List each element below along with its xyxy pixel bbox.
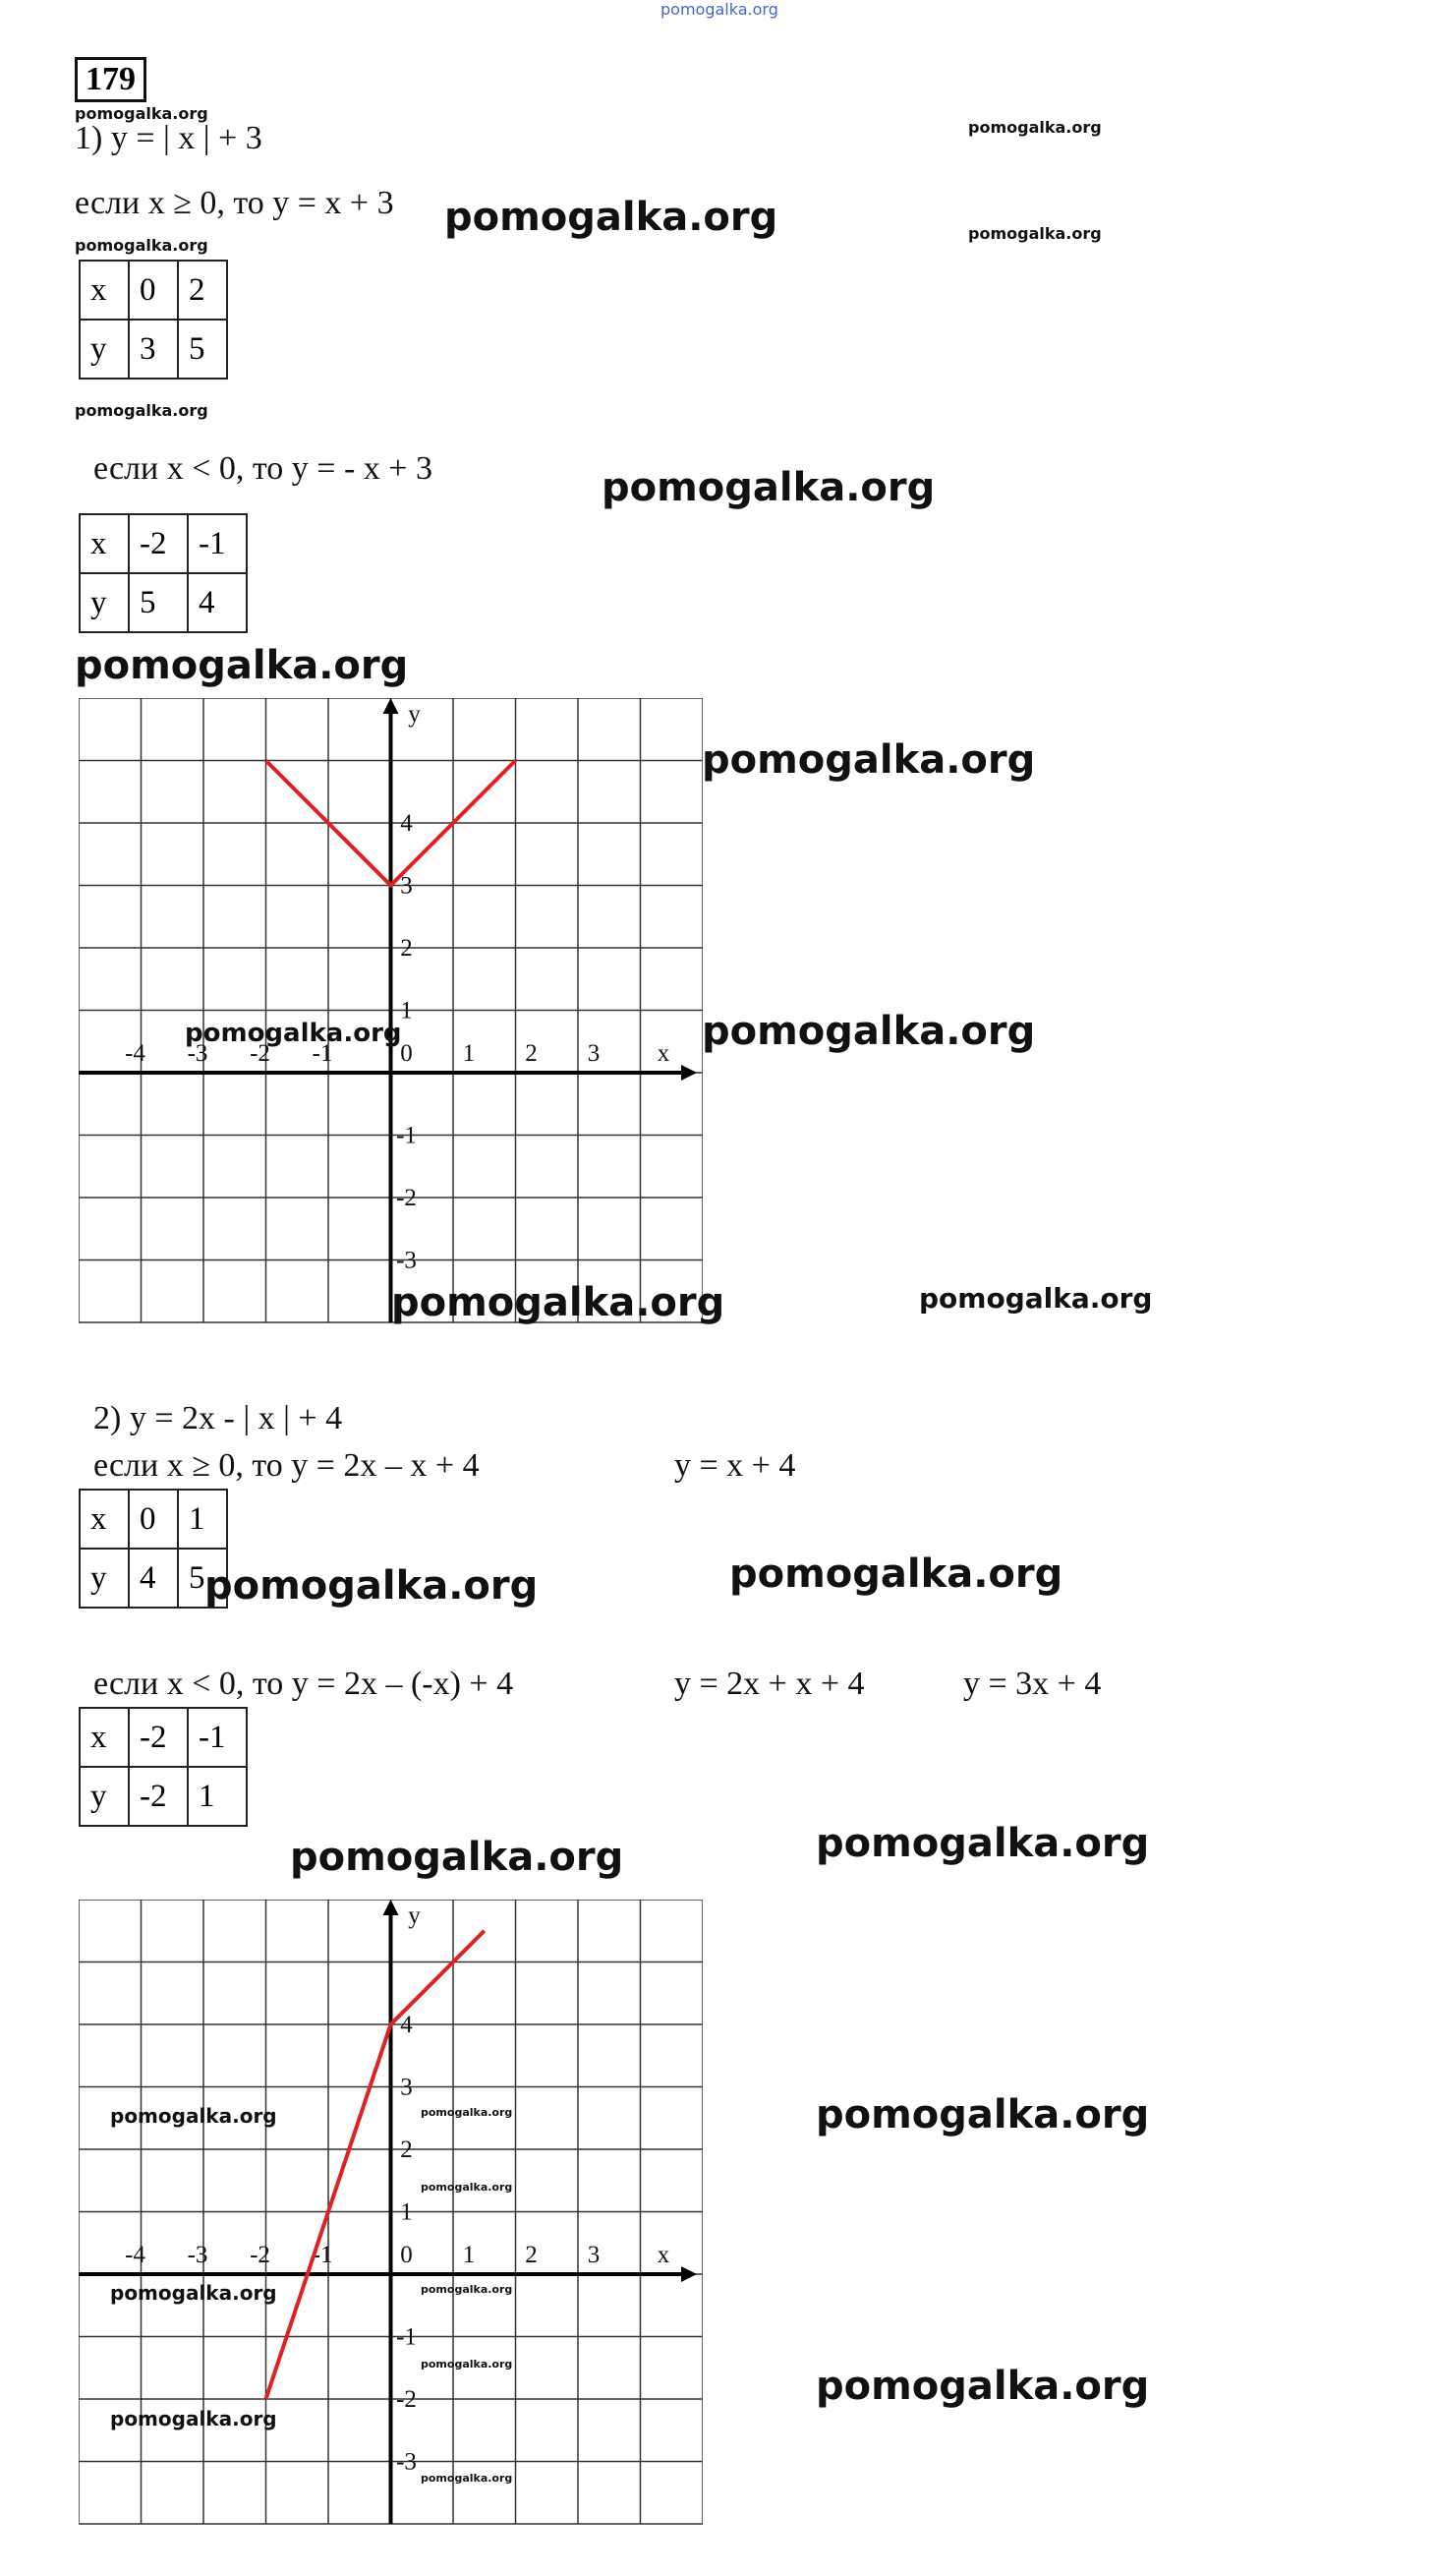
watermark: pomogalka.org xyxy=(421,2472,513,2485)
part1-case1: если x ≥ 0, то y = x + 3 xyxy=(75,185,394,221)
watermark: pomogalka.org xyxy=(421,2358,513,2371)
watermark: pomogalka.org xyxy=(204,1563,539,1609)
part2-table2 xyxy=(79,1707,248,1827)
watermark: pomogalka.org xyxy=(968,224,1102,243)
table-row xyxy=(80,1490,227,1549)
watermark: pomogalka.org xyxy=(816,1821,1150,1866)
y-tick-label: -1 xyxy=(396,2323,417,2351)
x-tick-label: -4 xyxy=(125,2242,145,2268)
watermark: pomogalka.org xyxy=(75,104,208,123)
x-tick-label: 3 xyxy=(587,2242,601,2268)
table-cell: -2 xyxy=(129,1767,188,1826)
part2-case2-result: y = 3x + 4 xyxy=(963,1666,1102,1702)
x-tick-label: -2 xyxy=(250,2242,270,2268)
table-cell: y xyxy=(80,320,129,379)
table-row xyxy=(80,573,247,632)
x-tick-label: 1 xyxy=(462,1040,476,1067)
table-cell: 1 xyxy=(178,1490,227,1549)
watermark: pomogalka.org xyxy=(290,1835,624,1880)
table-cell: 1 xyxy=(188,1767,247,1826)
table-cell: 2 xyxy=(178,261,227,320)
y-tick-label: 3 xyxy=(400,872,413,900)
watermark: pomogalka.org xyxy=(968,118,1102,137)
y-axis-label: y xyxy=(408,701,421,728)
table-cell: x xyxy=(80,514,129,573)
x-tick-label: 0 xyxy=(400,1040,413,1067)
table-cell: 0 xyxy=(129,1490,178,1549)
table-cell: 5 xyxy=(129,573,188,632)
watermark: pomogalka.org xyxy=(110,2407,277,2430)
watermark: pomogalka.org xyxy=(444,195,778,240)
table-row xyxy=(80,1708,247,1767)
graph-line xyxy=(266,1931,485,2399)
x-tick-label: -3 xyxy=(187,2242,208,2268)
y-tick-label: 3 xyxy=(400,2074,413,2101)
y-axis-arrow xyxy=(383,698,399,714)
table-cell: 0 xyxy=(129,261,178,320)
part1-table2 xyxy=(79,513,248,633)
y-tick-label: 2 xyxy=(400,2137,413,2163)
y-tick-label: -2 xyxy=(396,1185,417,1211)
table-cell: -2 xyxy=(129,1708,188,1767)
y-tick-label: -3 xyxy=(396,1247,417,1274)
y-axis-label: y xyxy=(408,1903,421,1929)
x-axis-arrow xyxy=(681,2266,697,2282)
watermark: pomogalka.org xyxy=(729,1551,1063,1597)
y-tick-label: -1 xyxy=(396,1122,417,1149)
task-number: 179 xyxy=(75,57,146,102)
watermark: pomogalka.org xyxy=(185,1019,402,1048)
watermark: pomogalka.org xyxy=(816,2092,1150,2137)
x-axis-label: x xyxy=(657,2242,670,2268)
table-cell: 5 xyxy=(178,320,227,379)
x-tick-label: 2 xyxy=(525,1040,538,1067)
y-tick-label: 1 xyxy=(400,997,413,1025)
x-tick-label: 1 xyxy=(462,2242,476,2268)
y-tick-label: -3 xyxy=(396,2448,417,2476)
y-tick-label: 2 xyxy=(400,935,413,962)
watermark: pomogalka.org xyxy=(391,1280,725,1325)
table-row xyxy=(80,1767,247,1826)
watermark: pomogalka.org xyxy=(421,2106,513,2119)
part1-case2: если x < 0, то y = - x + 3 xyxy=(93,450,432,487)
table-cell: x xyxy=(80,261,129,320)
part2-case2-step: y = 2x + x + 4 xyxy=(674,1666,865,1702)
part1-table1 xyxy=(79,260,228,380)
watermark: pomogalka.org xyxy=(421,2283,513,2296)
graph-part1 xyxy=(79,698,703,1332)
watermark: pomogalka.org xyxy=(110,2104,277,2128)
table-cell: 3 xyxy=(129,320,178,379)
site-watermark-top: pomogalka.org xyxy=(660,0,778,19)
x-axis-arrow xyxy=(681,1065,697,1081)
x-axis-label: x xyxy=(657,1040,670,1067)
part2-case1-result: y = x + 4 xyxy=(674,1447,796,1484)
table-cell: 4 xyxy=(129,1549,178,1608)
x-tick-label: 0 xyxy=(400,2242,413,2268)
watermark: pomogalka.org xyxy=(421,2181,513,2194)
table-cell: -1 xyxy=(188,514,247,573)
watermark: pomogalka.org xyxy=(75,236,208,255)
table-row xyxy=(80,261,227,320)
x-tick-label: 3 xyxy=(587,1040,601,1067)
watermark: pomogalka.org xyxy=(75,643,409,688)
y-axis-arrow xyxy=(383,1900,399,1915)
watermark: pomogalka.org xyxy=(110,2281,277,2305)
watermark: pomogalka.org xyxy=(702,737,1036,783)
table-cell: -2 xyxy=(129,514,188,573)
table-cell: y xyxy=(80,1549,129,1608)
x-tick-label: -2 xyxy=(250,1040,270,1067)
part1-equation: 1) y = | x | + 3 xyxy=(75,120,262,156)
watermark: pomogalka.org xyxy=(919,1282,1153,1315)
watermark: pomogalka.org xyxy=(602,465,936,510)
y-tick-label: 1 xyxy=(400,2198,413,2226)
table-cell: -1 xyxy=(188,1708,247,1767)
watermark: pomogalka.org xyxy=(702,1009,1036,1054)
part2-case1: если x ≥ 0, то y = 2x – x + 4 xyxy=(93,1447,480,1484)
table-row xyxy=(80,320,227,379)
table-cell: y xyxy=(80,1767,129,1826)
table-row xyxy=(80,514,247,573)
y-tick-label: 4 xyxy=(400,810,413,837)
watermark: pomogalka.org xyxy=(816,2364,1150,2409)
graph-part2 xyxy=(79,1900,703,2534)
x-tick-label: -3 xyxy=(187,1040,208,1067)
x-tick-label: -1 xyxy=(312,2242,333,2268)
watermark: pomogalka.org xyxy=(75,401,208,420)
table-cell: y xyxy=(80,573,129,632)
table-cell: x xyxy=(80,1490,129,1549)
y-tick-label: -2 xyxy=(396,2386,417,2413)
y-tick-label: 4 xyxy=(400,2012,413,2038)
table-cell: 4 xyxy=(188,573,247,632)
part2-equation: 2) y = 2x - | x | + 4 xyxy=(93,1400,343,1436)
table-cell: 5 xyxy=(178,1549,227,1608)
x-tick-label: 2 xyxy=(525,2242,538,2268)
table-cell: x xyxy=(80,1708,129,1767)
x-tick-label: -1 xyxy=(312,1040,333,1067)
part2-case2: если x < 0, то y = 2x – (-x) + 4 xyxy=(93,1666,514,1702)
x-tick-label: -4 xyxy=(125,1040,145,1067)
